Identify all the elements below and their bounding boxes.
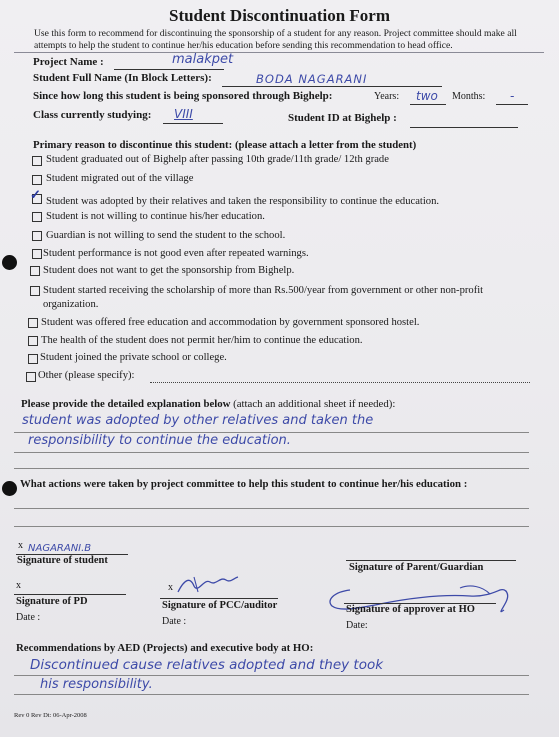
ho-signature-label: Signature of approver at HO: [346, 604, 475, 615]
student-sign-x: x: [18, 540, 23, 551]
full-name-label: Student Full Name (In Block Letters):: [33, 72, 212, 84]
pd-signature-label: Signature of PD: [16, 596, 88, 607]
explanation-rule-2: [14, 452, 529, 453]
pd-signature-line: [14, 594, 126, 595]
student-signature-value[interactable]: NAGARANI.B: [28, 543, 92, 554]
reasons-heading: Primary reason to discontinue this student: (please attach a letter from the student): [33, 139, 417, 151]
sponsored-duration-label: Since how long this student is being sponsored through Bighelp:: [33, 90, 333, 102]
recommendations-rule-1: [14, 675, 529, 676]
pcc-signature-label: Signature of PCC/auditor: [162, 600, 278, 611]
reason-option-8: Student started receiving the scholarship of more than Rs.500/year from government or other non-profit organization.: [43, 285, 484, 310]
months-value[interactable]: -: [510, 89, 515, 103]
ho-signature-scribble: [320, 580, 530, 622]
years-value[interactable]: two: [416, 89, 438, 103]
explanation-rule-3: [14, 468, 529, 469]
recommendations-line-2[interactable]: his responsibility.: [40, 677, 153, 692]
actions-heading: What actions were taken by project committee to help this student to continue her/his education :: [20, 478, 468, 490]
binder-hole-bottom: [2, 481, 17, 496]
explanation-heading: [21, 398, 395, 410]
months-line: [496, 104, 528, 105]
reason-checkbox-6[interactable]: [32, 249, 42, 259]
pcc-signature-line: [160, 598, 278, 599]
ho-date-label: Date:: [346, 620, 368, 631]
check-mark-icon: ✓: [30, 187, 41, 202]
pcc-sign-x: x: [168, 582, 173, 593]
class-line: [163, 123, 223, 124]
pcc-date-label: Date :: [162, 616, 187, 627]
actions-rule-2[interactable]: [14, 526, 529, 527]
reason-option-1: Student graduated out of Bighelp after passing 10th grade/11th grade/ 12th grade: [46, 154, 389, 165]
reason-option-12: Other (please specify):: [38, 370, 135, 381]
reason-option-5: Guardian is not willing to send the student to the school.: [46, 230, 286, 241]
class-value[interactable]: VIII: [174, 107, 193, 121]
reason-checkbox-9[interactable]: [28, 318, 38, 328]
project-name-label: Project Name :: [33, 56, 104, 68]
reason-option-4: Student is not willing to continue his/her education.: [46, 211, 265, 222]
reason-checkbox-2[interactable]: [32, 175, 42, 185]
reason-checkbox-11[interactable]: [28, 354, 38, 364]
reason-option-10: The health of the student does not permit her/him to continue the education.: [41, 335, 363, 346]
full-name-line: [222, 86, 442, 87]
reason-option-6: Student performance is not good even after repeated warnings.: [43, 248, 309, 259]
pcc-signature-scribble: [174, 572, 244, 598]
explanation-line-1[interactable]: student was adopted by other relatives and taken the: [22, 413, 374, 428]
project-name-line: [114, 69, 224, 70]
pd-date-label: Date :: [16, 612, 41, 623]
other-specify-line[interactable]: [150, 382, 530, 383]
student-id-label: Student ID at Bighelp :: [288, 112, 397, 124]
reason-option-9: Student was offered free education and accommodation by government sponsored hostel.: [41, 317, 420, 328]
reason-checkbox-12[interactable]: [26, 372, 36, 382]
instructions-rule: [14, 52, 544, 53]
class-label: Class currently studying:: [33, 109, 152, 121]
explanation-heading-main: Please provide the detailed explanation below: [21, 398, 231, 410]
reason-checkbox-8[interactable]: [30, 286, 40, 296]
months-label: Months:: [452, 91, 486, 102]
reason-checkbox-7[interactable]: [30, 266, 40, 276]
form-instructions: Use this form to recommend for discontinuing the sponsorship of a student for any reason. Project committee should make all attempts to help the student to continue her/his education before sending this recommendation to head office.: [34, 28, 517, 51]
reason-checkbox-1[interactable]: [32, 156, 42, 166]
reason-checkbox-4[interactable]: [32, 212, 42, 222]
years-label: Years:: [374, 91, 400, 102]
recommendations-heading: Recommendations by AED (Projects) and executive body at HO:: [16, 642, 314, 654]
full-name-value[interactable]: BODA NAGARANI: [256, 72, 368, 86]
reason-option-7: Student does not want to get the sponsorship from Bighelp.: [43, 265, 295, 276]
project-name-value[interactable]: malakpet: [172, 52, 234, 67]
parent-signature-line: [346, 560, 516, 561]
explanation-heading-note: (attach an additional sheet if needed):: [233, 398, 396, 410]
actions-rule-1[interactable]: [14, 508, 529, 509]
reason-checkbox-10[interactable]: [28, 336, 38, 346]
reason-checkbox-5[interactable]: [32, 231, 42, 241]
revision-footer: Rev 0 Rev Dt: 06-Apr-2008: [14, 712, 87, 719]
student-id-line: [410, 127, 518, 128]
recommendations-line-1[interactable]: Discontinued cause relatives adopted and they took: [30, 657, 384, 673]
binder-hole-top: [2, 255, 17, 270]
parent-signature-label: Signature of Parent/Guardian: [349, 562, 484, 573]
pd-sign-x: x: [16, 580, 21, 591]
student-signature-label: Signature of student: [17, 555, 108, 566]
reason-option-11: Student joined the private school or college.: [40, 352, 227, 363]
recommendations-rule-2: [14, 694, 529, 695]
explanation-line-2[interactable]: responsibility to continue the education.: [28, 433, 291, 448]
reason-option-2: Student migrated out of the village: [46, 173, 194, 184]
reason-option-3: Student was adopted by their relatives and taken the responsibility to continue the education.: [46, 196, 440, 207]
form-title: Student Discontinuation Form: [168, 6, 391, 25]
years-line: [410, 104, 446, 105]
